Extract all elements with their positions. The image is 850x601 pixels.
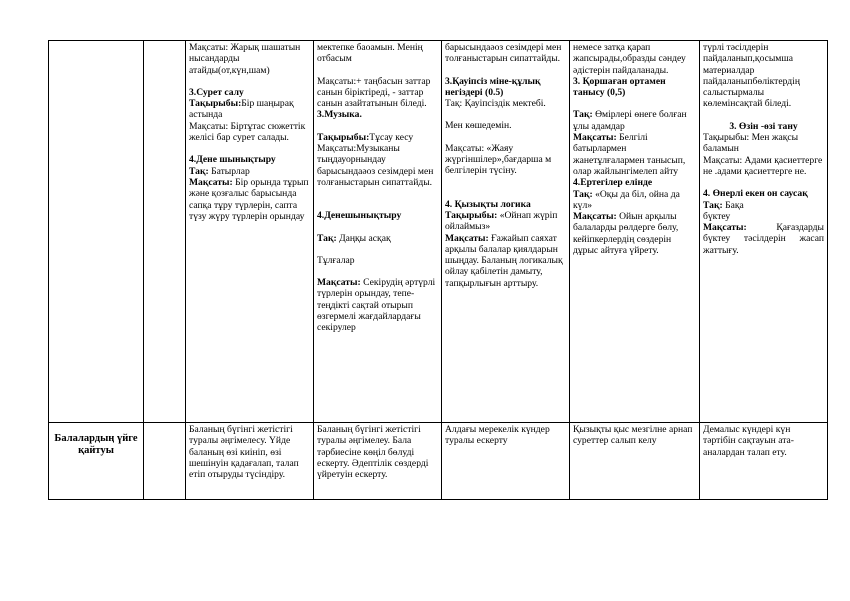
cell-paragraph: Мақсаты: Адами қасиеттерге не .адами қасиеттерге не. <box>703 154 823 177</box>
cell-paragraph: 4.Ертегілер елінде <box>573 177 653 189</box>
cell-paragraph: 3.Қауіпсіз міне-құлық негіздері (0.5) <box>445 75 541 98</box>
row-label: Балалардың үйге қайтуы <box>54 433 138 456</box>
day-cell-fri <box>700 41 828 423</box>
cell-paragraph: Мақсаты:Музыканы тыңдауорнындау барысындаәоз сезімдері мен толғаныстарын сипаттайды. <box>317 143 434 188</box>
spacer <box>703 110 824 121</box>
spacer <box>317 244 438 255</box>
cell-paragraph: Мақсаты: Жарық шашатын нысандарды атайды(от,күн,шам) <box>189 42 301 76</box>
spacer <box>317 65 438 76</box>
text-run: Бір орында тұрып және қозғалыс барысында сапқа тұру түрлерін, сапта түзу жүру түрлерін орындау <box>189 176 309 222</box>
cell-paragraph: Мақсаты: Біртұтас сюжеттік желісі бар сурет салады. <box>189 120 306 144</box>
text-run: Бір шаңырақ астында <box>189 98 294 121</box>
cell-paragraph <box>445 233 566 289</box>
table-row <box>49 423 828 500</box>
blank-cell <box>144 423 186 500</box>
cell-paragraph: Мен көшедемін. <box>445 120 512 132</box>
day-cell-fri <box>700 423 828 500</box>
spacer <box>445 188 566 199</box>
spacer <box>445 177 566 188</box>
cell-paragraph: 3.Музыка. <box>317 109 362 121</box>
spacer <box>317 222 438 233</box>
row-label-cell <box>49 423 144 500</box>
bold-run: Тақырыбы: <box>189 98 242 110</box>
cell-paragraph <box>317 132 438 143</box>
cell-paragraph: Алдағы мерекелік күндер туралы ескерту <box>445 424 550 447</box>
text-run: Секірудің әртүрлі түрлерін орындау, тепе-теңдікті сақтай отырып өзгермелі жағдайлардағы секірулер <box>317 277 436 334</box>
cell-paragraph: Тақ: Қауіпсіздік мектебі. <box>445 98 546 110</box>
cell-paragraph <box>189 177 310 222</box>
cell-paragraph <box>189 166 310 177</box>
cell-paragraph: Баланың бүгінгі жетістігі туралы әңгімелеу. Бала тәрбиесіне көңіл бөлуді ескерту. Әдептілік сөздерді үйретуін ескерту. <box>317 424 429 481</box>
day-cell-wed <box>442 423 570 500</box>
spacer <box>317 121 438 132</box>
day-cell-mon <box>186 41 314 423</box>
bold-run: Мақсаты: <box>573 211 617 223</box>
cell-paragraph: түрлі тәсілдерін пайдаланып,қосымша материалдар пайдаланыпбөліктердің салыстырмалы көлемінсақтай біледі. <box>703 42 800 110</box>
bold-run: Мақсаты: <box>189 176 233 188</box>
text-run: Даңқы асқақ <box>336 232 391 244</box>
cell-paragraph <box>573 132 696 177</box>
cell-paragraph: Баланың бүгінгі жетістігі туралы әңгімелесу. Үйде баланың өзі киініп, өзі шешінуін қадағалап, талап етіп отыруды түсіндіру. <box>189 424 299 481</box>
bold-run: Мақсаты: <box>317 277 361 289</box>
text-run: Ғажайып саяхат арқылы балалар қиялдарын шыңдау. Баланың логикалық ойлау қабілетін дамыту, тапқырлығын арттыру. <box>445 232 563 289</box>
spacer <box>445 109 566 120</box>
spacer <box>317 199 438 210</box>
cell-paragraph: Тұлғалар <box>317 254 355 266</box>
row-label-cell <box>49 41 144 423</box>
weekly-plan-table <box>48 40 828 500</box>
blank-cell <box>144 41 186 423</box>
text-run: Ойын арқылы балаларды рөлдерге бөлу, кейіпкерлердің сөздерін дұрыс айтуға үйрету. <box>573 211 679 257</box>
cell-paragraph: немесе затқа қарап жапсырады,образды сәндеу әдістерін пайдаланады. <box>573 42 686 76</box>
text-run: Тұсау кесу <box>369 131 414 143</box>
cell-paragraph: Мақсаты:+ таңбасын заттар санын біріктіреді, - заттар санын азайтатынын біледі. <box>317 75 431 110</box>
text-run: «Оқы да біл, ойна да күл» <box>573 188 680 211</box>
cell-paragraph <box>573 211 696 256</box>
table-row <box>49 41 828 423</box>
day-cell-thu <box>570 423 700 500</box>
cell-paragraph: Мақсаты: «Жаяу жүргіншілер»,бағдарша м белгілерін түсіну. <box>445 142 552 177</box>
spacer <box>317 188 438 199</box>
cell-paragraph <box>317 233 438 244</box>
cell-paragraph: Қызықты қыс мезгілне арнап суреттер салып келу <box>573 424 693 447</box>
bold-run: Мақсаты: <box>703 222 747 234</box>
cell-paragraph <box>573 109 696 132</box>
cell-paragraph: бүктеу <box>703 210 731 222</box>
cell-paragraph <box>703 200 824 211</box>
day-cell-wed <box>442 41 570 423</box>
plan-sheet <box>48 40 828 500</box>
bold-run: Тақ: <box>573 109 593 121</box>
spacer <box>573 98 696 109</box>
bold-run: Тақ: <box>317 232 337 244</box>
text-run: Өмірлері өнеге болған ұлы адамдар <box>573 109 687 132</box>
cell-paragraph <box>445 210 566 233</box>
spacer <box>445 65 566 76</box>
bold-run: Тақ: <box>189 165 209 177</box>
cell-paragraph: 4.Денешынықтыру <box>317 210 402 222</box>
text-run: «Ойнап жүріп ойлаймыз» <box>445 209 558 233</box>
spacer <box>189 143 310 154</box>
text-run: Бақа <box>722 199 744 211</box>
cell-paragraph <box>703 222 824 256</box>
day-cell-tue <box>314 423 442 500</box>
spacer <box>317 266 438 277</box>
spacer <box>703 177 824 188</box>
text-run: Белгілі батырлармен жанетұлғалармен танысып, олар жайлынгімелеп айту <box>573 132 686 177</box>
bold-run: Тақ: <box>573 188 593 200</box>
day-cell-mon <box>186 423 314 500</box>
day-cell-tue <box>314 41 442 423</box>
cell-paragraph: 3. Қоршаған ортамен танысу (0,5) <box>573 75 666 99</box>
text-run: Қағаздарды бүктеу тәсілдерін жасап жаттығу. <box>703 222 824 256</box>
cell-paragraph: Демалыс күндері күн тәртібін сақтауын ата-аналардан талап ету. <box>703 424 794 458</box>
cell-paragraph: 4.Дене шынықтыру <box>189 154 276 166</box>
day-cell-thu <box>570 41 700 423</box>
cell-paragraph: Тақырыбы: Мен жақсы баламын <box>703 132 799 155</box>
cell-paragraph: барысындаәоз сезімдері мен толғаныстарын сипаттайды. <box>445 42 562 65</box>
cell-paragraph <box>189 98 310 121</box>
bold-run: Тақырыбы: <box>317 131 370 143</box>
bold-run: Мақсаты: <box>445 232 489 244</box>
spacer <box>189 76 310 87</box>
bold-run: Тақырыбы: <box>445 209 498 221</box>
cell-paragraph <box>317 277 438 333</box>
cell-paragraph: 3. Өзін -өзі тану <box>729 120 798 132</box>
cell-paragraph: мектепке баоамын. Менің отбасым <box>317 42 423 65</box>
cell-paragraph <box>573 189 696 212</box>
cell-paragraph: 4. Өнерлі екен он саусақ <box>703 188 808 200</box>
text-run: Батырлар <box>208 165 250 177</box>
bold-run: Тақ: <box>703 199 723 211</box>
spacer <box>445 132 566 143</box>
cell-paragraph: 4. Қызықты логика <box>445 198 531 210</box>
cell-paragraph: 3.Сурет салу <box>189 86 244 98</box>
bold-run: Мақсаты: <box>573 132 617 144</box>
